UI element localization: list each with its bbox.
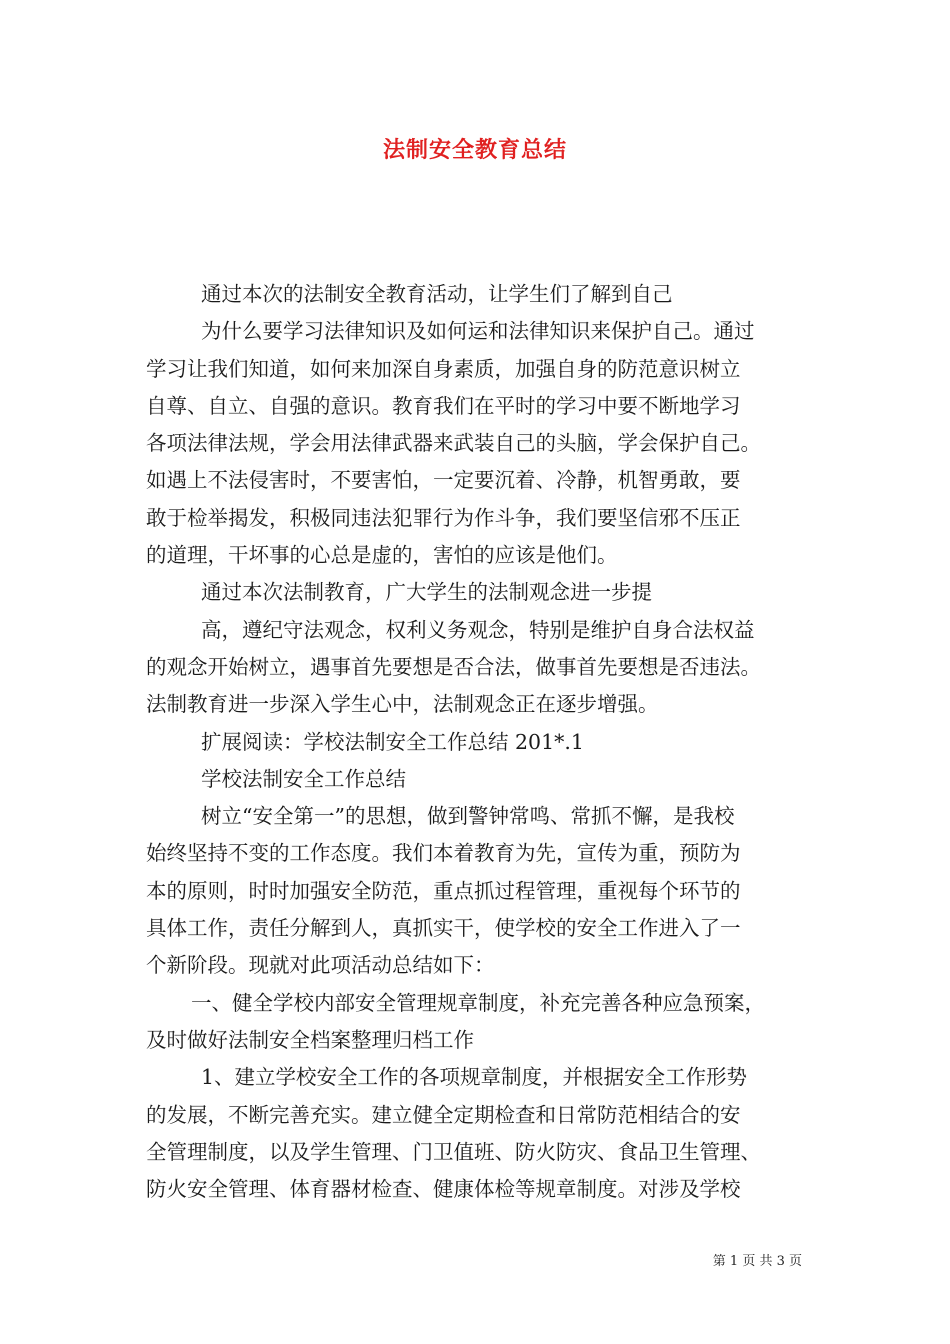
text-line: 为什么要学习法律知识及如何运和法律知识来保护自己。通过 — [201, 319, 755, 344]
text-line: 敢于检举揭发，积极同违法犯罪行为作斗争，我们要坚信邪不压正 — [146, 505, 741, 530]
text-line: 的发展，不断完善充实。建立健全定期检查和日常防范相结合的安 — [146, 1102, 741, 1127]
text-line: 法制教育进一步深入学生心中，法制观念正在逐步增强。 — [146, 692, 659, 717]
document-body — [146, 276, 814, 1208]
text-line: 防火安全管理、体育器材检查、健康体检等规章制度。对涉及学校 — [146, 1177, 741, 1202]
text-line: 一、健全学校内部安全管理规章制度，补充完善各种应急预案， — [191, 990, 765, 1015]
text-line: 1、建立学校安全工作的各项规章制度，并根据安全工作形势 — [201, 1065, 748, 1090]
text-line: 始终坚持不变的工作态度。我们本着教育为先，宣传为重，预防为 — [146, 841, 741, 866]
text-line: 自尊、自立、自强的意识。教育我们在平时的学习中要不断地学习 — [146, 393, 741, 418]
text-line: 的观念开始树立，遇事首先要想是否合法，做事首先要想是否违法。 — [146, 654, 761, 679]
text-line: 通过本次的法制安全教育活动，让学生们了解到自己 — [201, 282, 673, 306]
text-line: 及时做好法制安全档案整理归档工作 — [146, 1027, 474, 1052]
text-line: 通过本次法制教育，广大学生的法制观念进一步提 — [201, 580, 652, 605]
text-line: 树立“安全第一”的思想，做到警钟常鸣、常抓不懈，是我校 — [201, 804, 735, 829]
text-line: 全管理制度，以及学生管理、门卫值班、防火防灾、食品卫生管理、 — [146, 1139, 761, 1164]
text-line: 学习让我们知道，如何来加深自身素质，加强自身的防范意识树立 — [146, 356, 741, 381]
text-line: 具体工作，责任分解到人，真抓实干，使学校的安全工作进入了一 — [146, 916, 741, 941]
text-line: 本的原则，时时加强安全防范，重点抓过程管理，重视每个环节的 — [146, 878, 741, 903]
document-title: 法制安全教育总结 — [382, 137, 567, 163]
text-line: 如遇上不法侵害时，不要害怕，一定要沉着、冷静，机智勇敢，要 — [146, 468, 741, 493]
text-line: 个新阶段。现就对此项活动总结如下： — [146, 953, 495, 978]
text-line: 的道理，干坏事的心总是虚的，害怕的应该是他们。 — [146, 543, 618, 568]
page-number: 第 1 页 共 3 页 — [712, 1254, 802, 1269]
text-line: 各项法律法规，学会用法律武器来武装自己的头脑，学会保护自己。 — [146, 431, 761, 456]
text-line: 学校法制安全工作总结 — [201, 766, 406, 791]
text-line: 扩展阅读：学校法制安全工作总结 201*.1 — [201, 729, 584, 754]
text-line: 高，遵纪守法观念，权利义务观念，特别是维护自身合法权益 — [201, 617, 755, 642]
